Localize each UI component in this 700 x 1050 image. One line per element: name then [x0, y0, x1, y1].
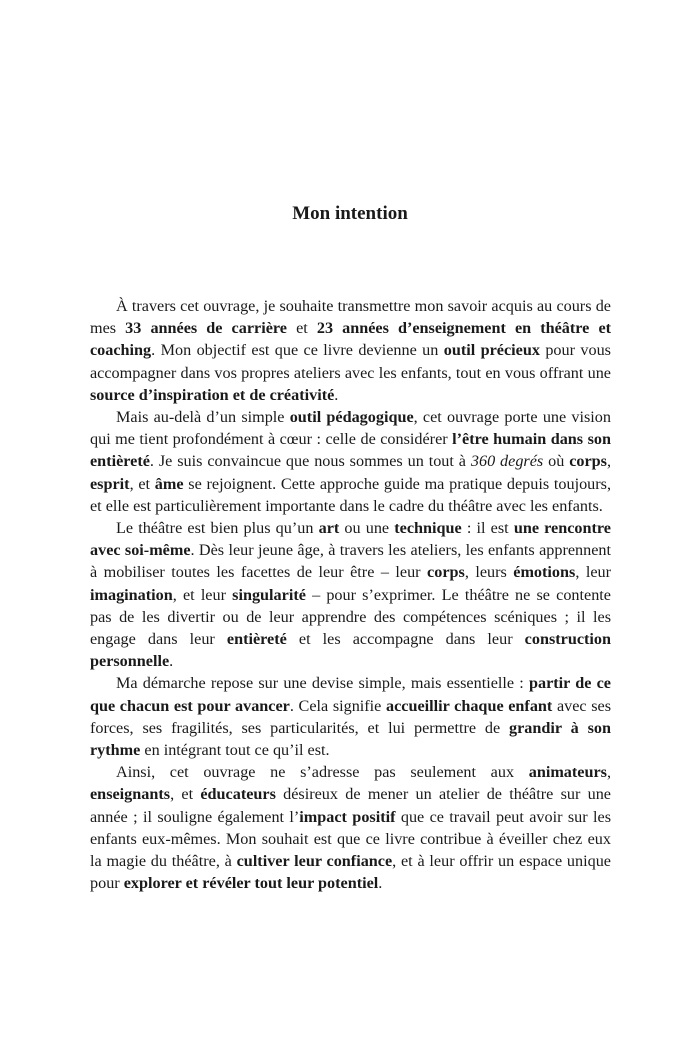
emphasis-bold: esprit	[90, 474, 130, 493]
text-run: se rejoignent. Cette approche guide ma pratique depuis toujours, et elle est particulièrement importante dans le cadre du théâtre avec les enfants.	[90, 474, 611, 515]
page-title: Mon intention	[292, 203, 408, 224]
text-run: ,	[606, 452, 612, 471]
emphasis-bold: corps	[427, 563, 465, 582]
paragraph-5	[90, 761, 611, 894]
text-run: que ce travail peut avoir sur les enfants eux-mêmes. Mon souhait est que ce livre contribue à éveiller chez eux la magie du théâtre, à	[90, 807, 611, 871]
text-run: Le théâtre est bien plus qu’un	[116, 519, 319, 538]
emphasis-bold: art	[318, 519, 340, 538]
emphasis-bold: outil précieux	[443, 341, 540, 360]
text-run: .	[378, 874, 383, 893]
text-run: , et	[129, 474, 155, 493]
text-run: . Dès leur jeune âge, à travers les ateliers, les enfants apprennent à mobiliser toutes les facettes de leur être – leur	[90, 541, 611, 582]
text-run: avec ses forces, ses fragilités, ses particularités, et lui permettre de	[90, 696, 612, 737]
text-run: Mais au-delà d’un simple	[116, 408, 290, 427]
text-run: .	[334, 385, 339, 404]
text-run: , leurs	[464, 563, 514, 582]
emphasis-bold: cultiver leur confiance	[236, 852, 393, 871]
paragraph-3	[90, 517, 611, 672]
emphasis-bold: corps	[569, 452, 607, 471]
text-run: désireux de mener un atelier de théâtre sur une année ; il souligne également l’	[90, 785, 611, 826]
emphasis-bold: animateurs	[528, 763, 607, 782]
text-run: À travers cet ouvrage, je souhaite transmettre mon savoir acquis au cours de mes	[90, 297, 611, 338]
text-run: , et	[170, 785, 201, 804]
emphasis-italic: 360 degrés	[470, 452, 544, 471]
emphasis-bold: grandir à son rythme	[90, 718, 611, 760]
body-text	[90, 295, 611, 894]
text-run: , leur	[575, 563, 611, 582]
text-run: , cet ouvrage porte une vision qui me tient profondément à cœur : celle de considérer	[90, 408, 611, 449]
text-run: ou une	[339, 519, 395, 538]
emphasis-bold: l’être humain dans son entièreté	[90, 430, 611, 471]
text-run: Ainsi, cet ouvrage ne s’adresse pas seulement aux	[116, 763, 529, 782]
text-run: en intégrant tout ce qu’il est.	[140, 741, 330, 760]
text-run: et les accompagne dans leur	[286, 630, 525, 649]
emphasis-bold: une rencontre avec soi-même	[90, 519, 611, 560]
text-run: .	[169, 652, 174, 671]
text-run: . Mon objectif est que ce livre devienne un	[151, 341, 444, 360]
emphasis-bold: 33 années de carrière	[125, 319, 287, 338]
text-run: . Je suis convaincue que nous sommes un tout à	[149, 452, 471, 471]
emphasis-bold: imagination	[90, 585, 173, 604]
text-run: . Cela signifie	[289, 696, 386, 715]
emphasis-bold: émotions	[513, 563, 576, 582]
paragraph-1	[90, 295, 611, 406]
emphasis-bold: entièreté	[226, 630, 287, 649]
emphasis-bold: outil pédagogique	[289, 408, 414, 427]
text-run: , et à leur offrir un espace unique pour	[90, 852, 611, 893]
text-run: Ma démarche repose sur une devise simple, mais essentielle :	[116, 674, 529, 693]
emphasis-bold: éducateurs	[200, 785, 276, 804]
paragraph-2	[90, 406, 611, 517]
text-run: et	[286, 319, 317, 338]
text-run: , et leur	[172, 585, 233, 604]
text-run: pour vous accompagner dans vos propres ateliers avec les enfants, tout en vous offrant une	[90, 341, 611, 382]
emphasis-bold: explorer et révéler tout leur potentiel	[123, 874, 379, 893]
emphasis-bold: impact positif	[299, 807, 396, 826]
text-run: où	[543, 452, 570, 471]
paragraph-4	[90, 672, 611, 761]
emphasis-bold: singularité	[232, 585, 306, 604]
emphasis-bold: enseignants	[90, 785, 171, 804]
emphasis-bold: 23 années d’enseignement en théâtre et coaching	[90, 319, 612, 360]
text-run: ,	[606, 763, 611, 782]
emphasis-bold: construction personnelle	[90, 630, 611, 671]
text-run: – pour s’exprimer. Le théâtre ne se contente pas de les divertir ou de leur apprendre des compétences scéniques ; il les engage dans leur	[90, 585, 611, 649]
emphasis-bold: âme	[154, 474, 184, 493]
emphasis-bold: accueillir chaque enfant	[386, 696, 553, 715]
emphasis-bold: partir de ce que chacun est pour avancer	[90, 674, 611, 715]
emphasis-bold: source d’inspiration et de créativité	[90, 385, 335, 404]
text-run: : il est	[461, 519, 514, 538]
emphasis-bold: technique	[394, 519, 462, 538]
